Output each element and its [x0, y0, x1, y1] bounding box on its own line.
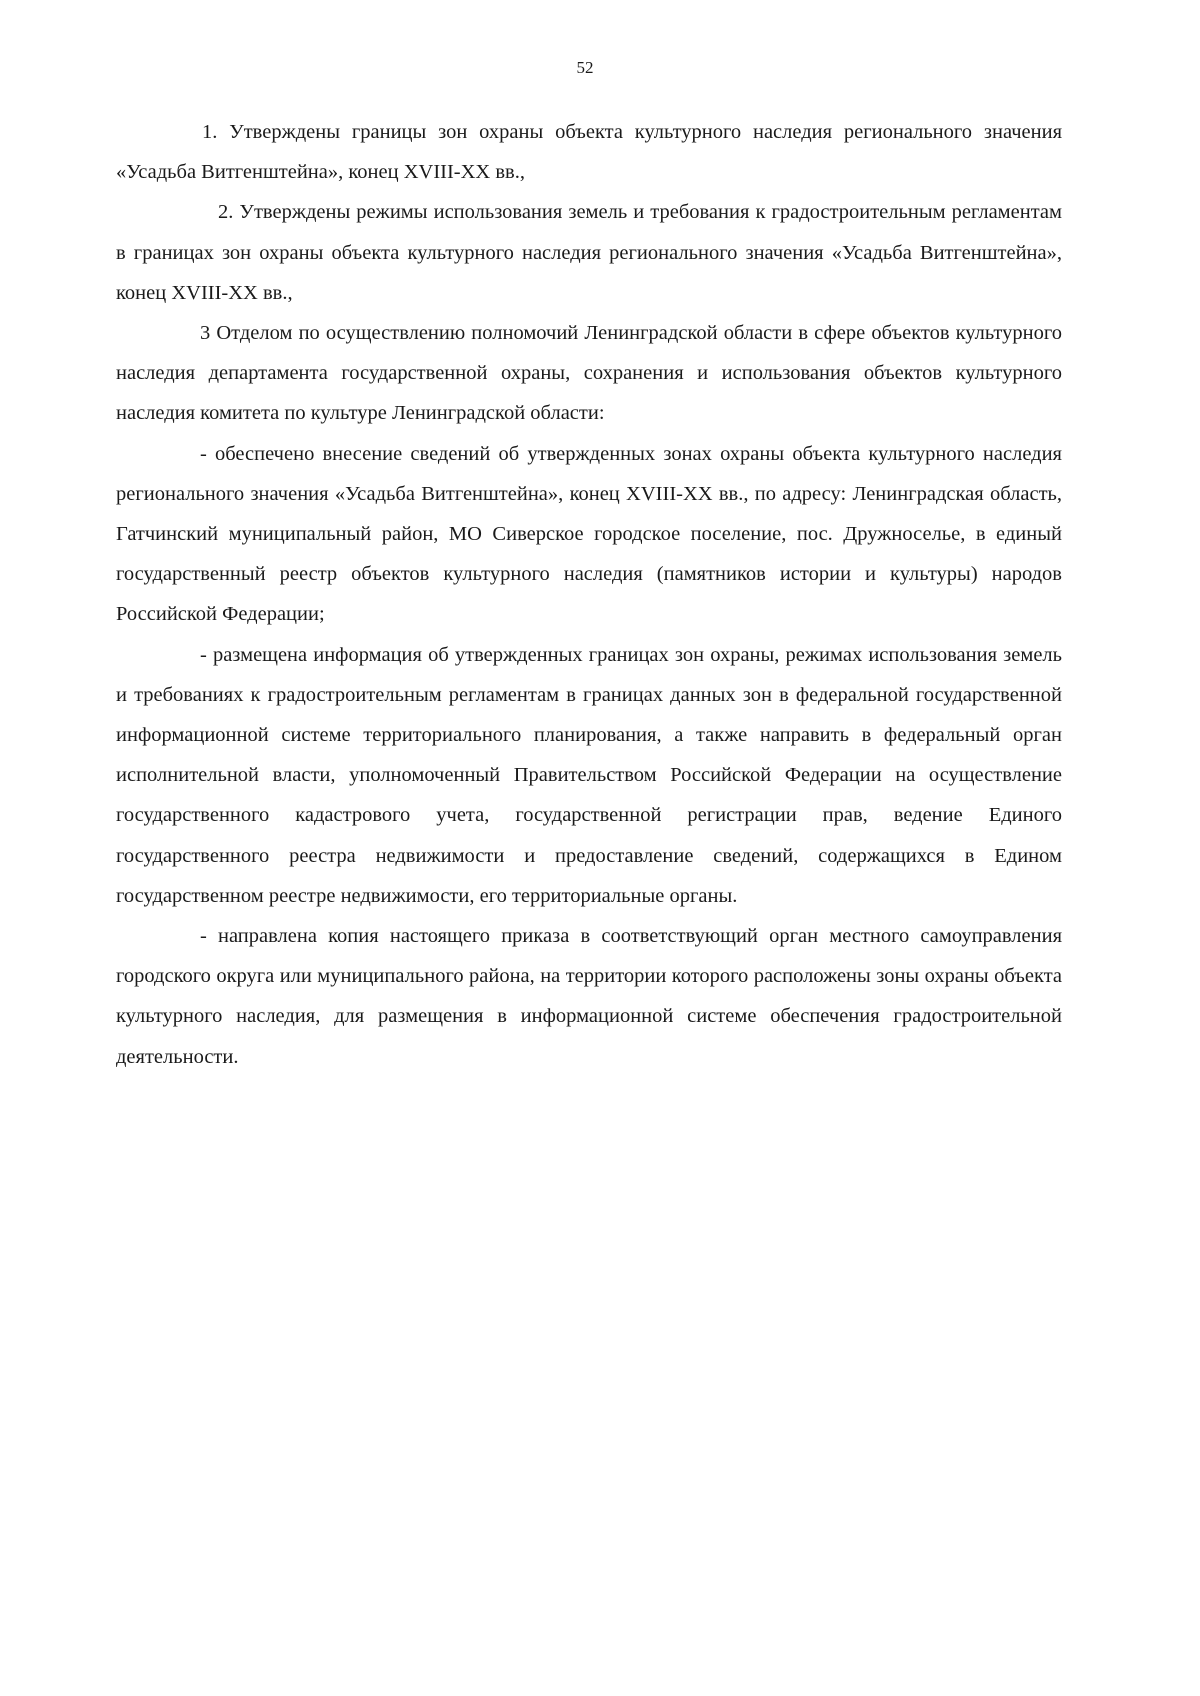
document-body	[116, 112, 1062, 1077]
paragraph-bullet-3: - направлена копия настоящего приказа в соответствующий орган местного самоуправления городского округа или муниципального района, на территории которого расположены зоны охраны объекта культурного наследия, для размещения в информационной системе обеспечения градостроительной деятельности.	[116, 925, 1062, 1068]
paragraph-bullet-1: - обеспечено внесение сведений об утвержденных зонах охраны объекта культурного наследия регионального значения «Усадьба Витгенштейна», конец XVIII-XX вв., по адресу: Ленинградская область, Гатчинский муниципальный район, МО Сиверское городское поселение, пос. Дружноселье, в единый государственный реестр объектов культурного наследия (памятников истории и культуры) народов Российской Федерации;	[116, 442, 1062, 626]
paragraph-item-1: 1. Утверждены границы зон охраны объекта культурного наследия регионального значения «Усадьба Витгенштейна», конец XVIII-XX вв.,	[116, 121, 1062, 184]
paragraph-item-3: 3 Отделом по осуществлению полномочий Ленинградской области в сфере объектов культурного наследия департамента государственной охраны, сохранения и использования объектов культурного наследия комитета по культуре Ленинградской области:	[116, 322, 1062, 425]
paragraph-item-2: 2. Утверждены режимы использования земель и требования к градостроительным регламентам в границах зон охраны объекта культурного наследия регионального значения «Усадьба Витгенштейна», конец XVIII-XX вв.,	[116, 201, 1062, 304]
paragraph-bullet-2: - размещена информация об утвержденных границах зон охраны, режимах использования земель и требованиях к градостроительным регламентам в границах данных зон в федеральной государственной информационной системе территориального планирования, а также направить в федеральный орган исполнительной власти, уполномоченный Правительством Российской Федерации на осуществление государственного кадастрового учета, государственной регистрации прав, ведение Единого государственного реестра недвижимости и предоставление сведений, содержащихся в Едином государственном реестре недвижимости, его территориальные органы.	[116, 643, 1062, 907]
page-number: 52	[576, 58, 594, 77]
